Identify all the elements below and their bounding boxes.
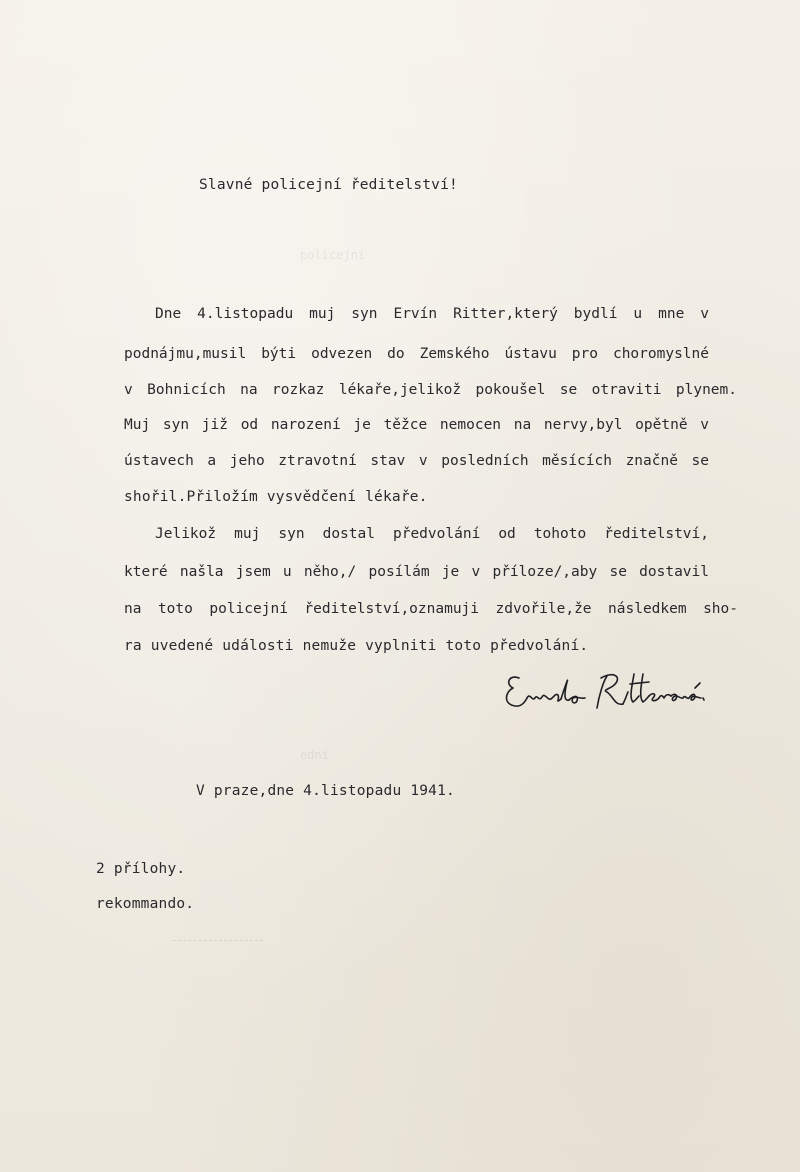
salutation: Slavné policejní ředitelství! [199, 177, 458, 193]
paragraph2-line-4: ra uvedené události nemuže vyplniti toto předvolání. [124, 638, 589, 654]
paragraph1-line-5: ústavech a jeho ztravotní stav v posledních měsících značně se [124, 453, 709, 469]
paragraph2-line-1: Jelikož muj syn dostal předvolání od tohoto ředitelství, [155, 526, 709, 542]
paragraph2-line-2: které našla jsem u něho,/ posílám je v příloze/,aby se dostavil [124, 564, 709, 580]
divider [173, 940, 263, 941]
delivery-note: rekommando. [96, 896, 195, 912]
paragraph1-line-4: Muj syn již od narození je těžce nemocen na nervy,byl opětně v [124, 417, 709, 433]
paragraph1-line-3: v Bohnicích na rozkaz lékaře,jelikož pokoušel se otraviti plynem. [124, 382, 737, 398]
paragraph1-line-6: shořil.Přiložím vysvědčení lékaře. [124, 489, 428, 505]
place-date: V praze,dne 4.listopadu 1941. [196, 783, 455, 799]
show-through-text: ední [300, 748, 329, 762]
handwritten-signature [503, 668, 708, 716]
attachments-note: 2 přílohy. [96, 861, 186, 877]
paragraph1-line-2: podnájmu,musil býti odvezen do Zemského ústavu pro choromyslné [124, 346, 709, 362]
paragraph2-line-3: na toto policejní ředitelství,oznamuji zdvořile,že následkem sho- [124, 601, 738, 617]
show-through-text: policejní [300, 248, 366, 262]
paragraph1-line-1: Dne 4.listopadu muj syn Ervín Ritter,který bydlí u mne v [155, 306, 709, 322]
